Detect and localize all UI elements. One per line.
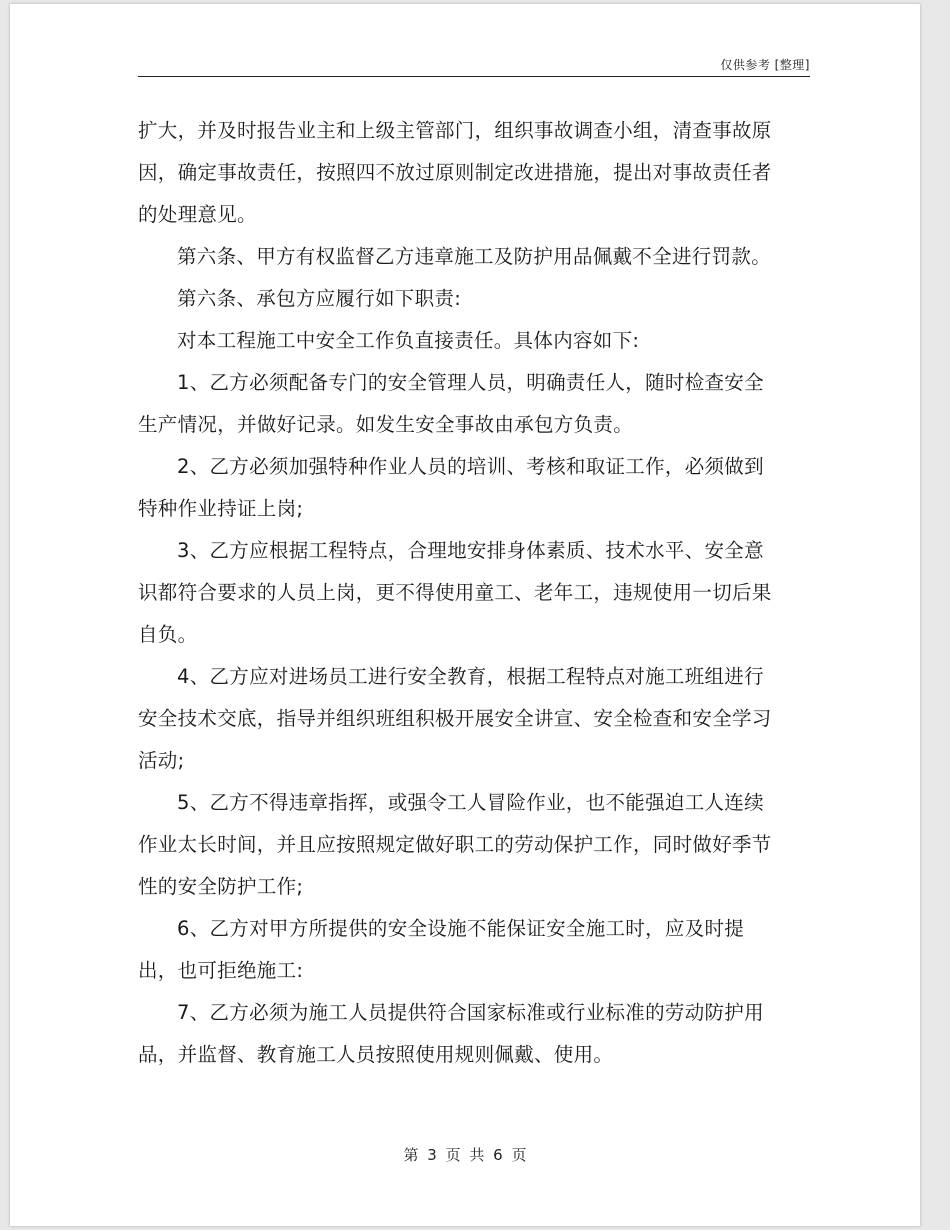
- paragraph: 1、乙方必须配备专门的安全管理人员，明确责任人，随时检查安全生产情况，并做好记录。如发生安全事故由承包方负责。: [138, 371, 764, 436]
- paragraph: 7、乙方必须为施工人员提供符合国家标准或行业标准的劳动防护用品，并监督、教育施工人员按照使用规则佩戴、使用。: [138, 1001, 764, 1066]
- paragraph: 第六条、承包方应履行如下职责:: [177, 287, 462, 310]
- header-label: 仅供参考 [整理]: [720, 58, 810, 72]
- paragraph: 3、乙方应根据工程特点，合理地安排身体素质、技术水平、安全意识都符合要求的人员上岗，更不得使用童工、老年工，违规使用一切后果自负。: [138, 539, 772, 646]
- paragraph: 扩大，并及时报告业主和上级主管部门，组织事故调查小组，清查事故原因，确定事故责任，按照四不放过原则制定改进措施，提出对事故责任者的处理意见。: [138, 119, 772, 226]
- paragraph: 5、乙方不得违章指挥，或强令工人冒险作业，也不能强迫工人连续作业太长时间，并且应按照规定做好职工的劳动保护工作，同时做好季节性的安全防护工作;: [138, 791, 772, 898]
- document-body: [138, 110, 778, 1076]
- paragraph: 对本工程施工中安全工作负直接责任。具体内容如下:: [177, 329, 640, 352]
- paragraph: 2、乙方必须加强特种作业人员的培训、考核和取证工作，必须做到特种作业持证上岗;: [138, 455, 764, 520]
- page-header: [138, 52, 810, 77]
- document-page: [10, 4, 920, 1226]
- paragraph: 6、乙方对甲方所提供的安全设施不能保证安全施工时，应及时提出，也可拒绝施工:: [138, 917, 745, 982]
- paragraph: 第六条、甲方有权监督乙方违章施工及防护用品佩戴不全进行罚款。: [177, 245, 772, 268]
- page-footer: 第 3 页 共 6 页: [403, 1146, 527, 1164]
- paragraph: 4、乙方应对进场员工进行安全教育，根据工程特点对施工班组进行安全技术交底，指导并组织班组积极开展安全讲宣、安全检查和安全学习活动;: [138, 665, 772, 772]
